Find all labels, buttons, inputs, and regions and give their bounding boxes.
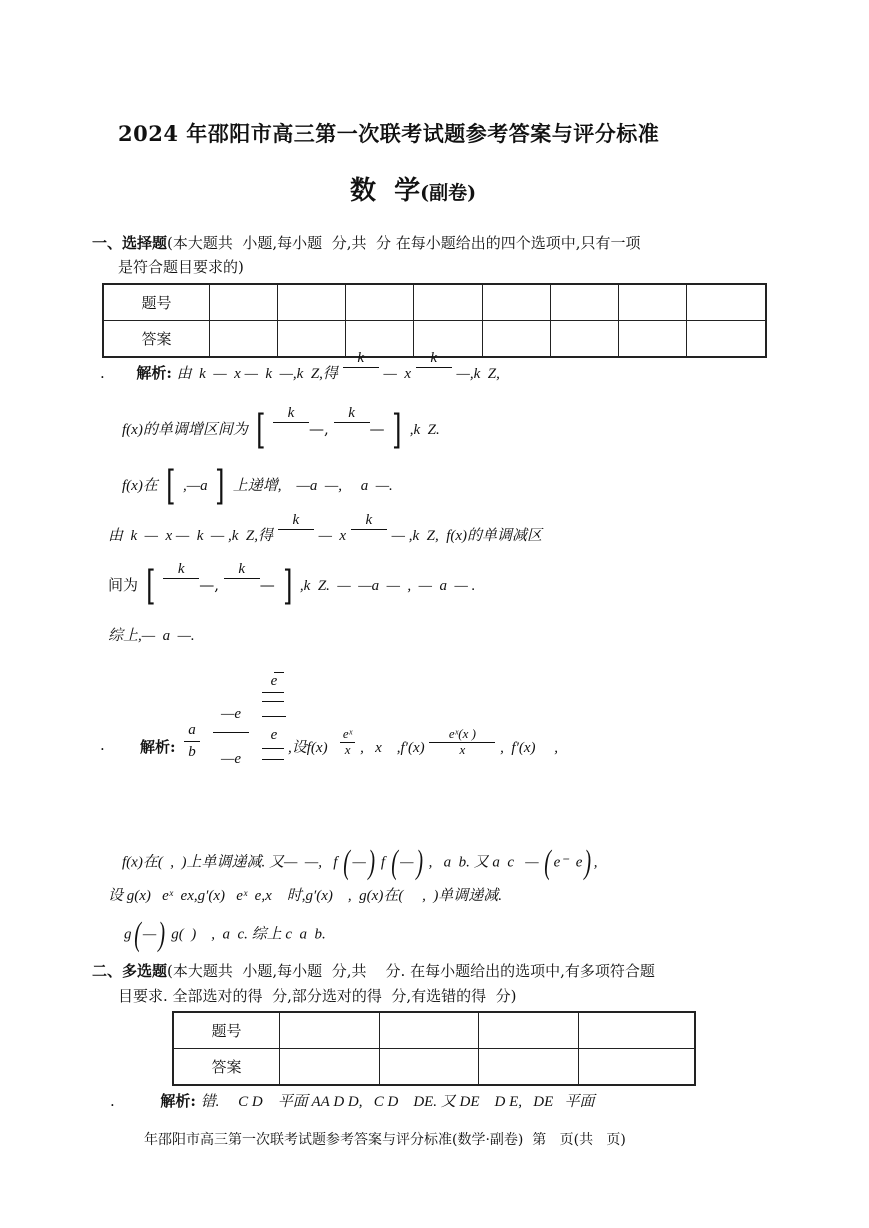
table-cell (579, 1012, 695, 1049)
solution1-line1 (100, 350, 500, 384)
solution1-line5: 间为 [ k —, k — ] ,k Z. — —a — , — a — . (108, 561, 476, 609)
solution2-main-c: , f′(x) , (500, 740, 559, 756)
section1-desc-line1: (本大题共 小题,每小题 分,共 分 在每小题给出的四个选项中,只有一项 (167, 234, 641, 252)
solution3-marker: . (110, 1092, 115, 1110)
page-footer: 年邵阳市高三第一次联考试题参考答案与评分标准(数学·副卷) 第 页(共 页) (144, 1132, 626, 1148)
solution3-line (110, 1090, 595, 1111)
table-row (173, 1049, 695, 1086)
fraction-k: k (224, 561, 260, 595)
table-cell (414, 284, 482, 321)
nested-fraction-middle: —e —e (213, 706, 249, 768)
section2-label: 二、多选题 (92, 962, 168, 980)
answer-table-2 (172, 1011, 696, 1086)
solution2-main-line (288, 726, 559, 757)
table-cell (278, 321, 346, 358)
section1-heading (92, 232, 641, 253)
table-cell (280, 1049, 380, 1086)
fraction-k: k (343, 350, 379, 384)
table-cell (550, 321, 618, 358)
solution1-line3-a: f(x)在 (122, 478, 158, 494)
solution3-text: 错. C D 平面 AA D D, C D DE. 又 DE D E, DE 平面 (200, 1094, 595, 1110)
document-title: 2024 年邵阳市高三第一次联考试题参考答案与评分标准 (118, 121, 660, 146)
solution1-text-b: — x (383, 366, 411, 382)
solution1-line4-b: — x (318, 528, 347, 544)
solution2-line3: 设 g(x) eˣ ex,g′(x) eˣ e,x 时,g′(x) , g(x)在( , )单调递减. (108, 888, 503, 904)
table-cell (579, 1049, 695, 1086)
table-cell (482, 284, 550, 321)
table-cell (479, 1012, 579, 1049)
solution1-line4-c: — ,k Z, f(x)的单调减区 (391, 528, 543, 544)
fraction-ex-x: $\frac{\text{eˣ}}{x}$ (340, 727, 355, 757)
section1-desc-line2: 是符合题目要求的) (118, 258, 244, 276)
solution1-line4-a: 由 k — x — k — ,k Z,得 (108, 528, 273, 544)
table-cell (618, 321, 686, 358)
subject-heading (350, 170, 476, 207)
section2-desc-line1: (本大题共 小题,每小题 分,共 分. 在每小题给出的选项中,有多项符合题 (167, 962, 655, 980)
table-cell (280, 1012, 380, 1049)
solution2-main-a: ,设f(x) (288, 740, 336, 756)
right-bracket-icon: ] (215, 463, 225, 509)
fraction-k: k (163, 561, 199, 595)
table-cell (686, 284, 766, 321)
left-bracket-icon: [ (165, 463, 176, 509)
table-row (173, 1012, 695, 1049)
table-row (103, 284, 766, 321)
solution3-label: 解析: (160, 1092, 196, 1110)
table-cell (379, 1049, 479, 1086)
table-cell (482, 321, 550, 358)
solution1-line6: 综上,— a —. (108, 628, 195, 644)
solution1-line5-b: ,k Z. — —a — , — a — . (299, 578, 476, 594)
row-label-answer: 答案 (173, 1049, 280, 1086)
fraction-k: k (278, 512, 314, 546)
table-cell (346, 284, 414, 321)
solution1-line2: f(x)的单调增区间为 [ k —, k — ] ,k Z. (122, 405, 440, 453)
fraction-k: k (351, 512, 387, 546)
left-bracket-icon: [ (255, 407, 266, 453)
fraction-k: k (273, 405, 309, 439)
solution1-increase-interval: f(x)的单调增区间为 (122, 422, 248, 438)
table-cell (278, 284, 346, 321)
solution2-line4: g( —) g( ) , a c. 综上 c a b. (124, 916, 326, 953)
solution1-line3-b: 上递增, —a —, a —. (232, 478, 393, 494)
fraction-a-b: a b (184, 722, 200, 761)
subject-suffix: (副卷) (420, 182, 477, 204)
fraction-k: k (334, 405, 370, 439)
answer-table-1 (102, 283, 767, 358)
fraction-k: k (416, 350, 452, 384)
solution1-marker: . (100, 364, 105, 382)
nested-fraction-right: e e (262, 672, 286, 764)
solution2-main-b: , x ,f′(x) (360, 740, 425, 756)
left-bracket-icon: [ (145, 563, 156, 609)
section2-desc-line2: 目要求. 全部选对的得 分,部分选对的得 分,有选错的得 分) (118, 987, 517, 1005)
solution1-line4 (108, 512, 543, 546)
table-cell (479, 1049, 579, 1086)
solution1-line3-mid: ,—a (183, 478, 208, 494)
subject-name: 数 学 (350, 176, 421, 206)
solution2-marker: . (100, 736, 105, 754)
solution1-line3 (122, 463, 393, 509)
section1-label: 一、选择题 (92, 234, 168, 252)
table-cell (618, 284, 686, 321)
solution1-line5-a: 间为 (108, 576, 139, 594)
section2-heading (92, 960, 655, 981)
fraction-derivative: $\frac{\text{eˣ(x )}}{x}$ (429, 727, 495, 757)
solution1-text-line2b: ,k Z. (409, 422, 440, 438)
right-bracket-icon: ] (392, 407, 402, 453)
row-label-number: 题号 (103, 284, 210, 321)
table-cell (210, 321, 278, 358)
solution2-label: 解析: (140, 738, 176, 756)
table-cell (210, 284, 278, 321)
table-cell (686, 321, 766, 358)
right-bracket-icon: ] (282, 563, 293, 609)
solution1-text-c: —,k Z, (456, 366, 500, 382)
row-label-number: 题号 (173, 1012, 280, 1049)
solution2-line2: f(x)在( , )上单调递减. 又— —, f ( —) f ( —) , a b. 又 a c — ( e⁻ e) , (122, 844, 598, 881)
table-cell (550, 284, 618, 321)
row-label-answer: 答案 (103, 321, 210, 358)
table-cell (379, 1012, 479, 1049)
solution1-label: 解析: (136, 364, 172, 382)
solution1-text-a: 由 k — x — k —,k Z,得 (176, 366, 338, 382)
